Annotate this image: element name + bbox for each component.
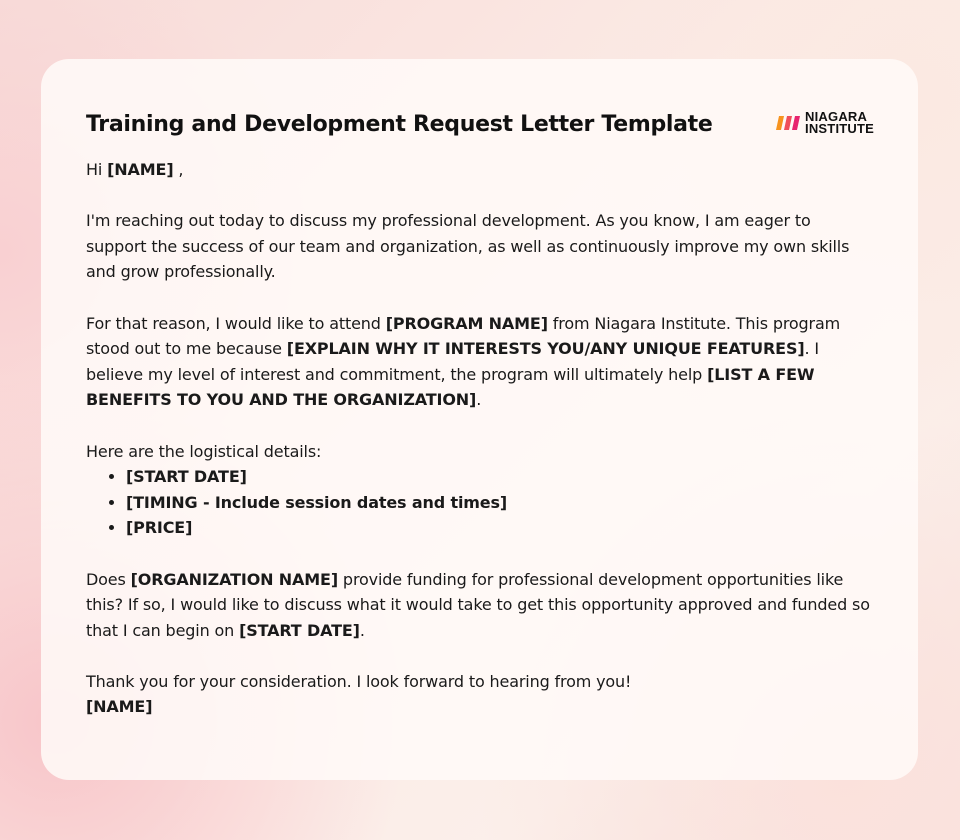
program-benefits-placeholder: [LIST A FEW BENEFITS TO YOU AND THE ORGANIZATION] [86, 364, 815, 410]
greeting-hi: Hi [86, 160, 108, 179]
start-date-placeholder: [START DATE] [239, 620, 360, 640]
logo-line-2: INSTITUTE [805, 121, 874, 136]
list-item: • [PRICE] [126, 515, 873, 541]
organization-name-placeholder: [ORGANIZATION NAME] [130, 569, 338, 589]
logo-wordmark [805, 111, 874, 135]
logo-line-1: NIAGARA [805, 109, 868, 124]
signature-name-placeholder: [NAME] [86, 697, 153, 717]
program-reason-placeholder: [EXPLAIN WHY IT INTERESTS YOU/ANY UNIQUE FEATURES] [286, 339, 805, 359]
logo-stripes-icon [776, 116, 800, 130]
funding-text-3: . [359, 620, 365, 640]
signature [86, 694, 873, 720]
program-text-4: . [476, 390, 482, 410]
page-title: Training and Development Request Letter Template [86, 112, 713, 137]
program-text-2: from Niagara Institute. This program stood out to me because [86, 313, 841, 359]
greeting [86, 157, 873, 183]
letter-body [86, 157, 873, 720]
paragraph-program [86, 311, 873, 413]
paragraph-funding [86, 567, 873, 644]
list-item: • [START DATE] [126, 464, 873, 490]
greeting-comma: , [173, 160, 184, 179]
letter-header [86, 111, 873, 157]
list-item: • [TIMING - Include session dates and times] [126, 490, 873, 516]
niagara-institute-logo [776, 111, 874, 135]
program-name-placeholder: [PROGRAM NAME] [385, 313, 548, 333]
closing-text: Thank you for your consideration. I look forward to hearing from you! [86, 671, 632, 691]
program-text-1: For that reason, I would like to attend [86, 313, 386, 333]
program-text-3: . I believe my level of interest and commitment, the program will ultimately help [86, 339, 819, 384]
funding-text-2: provide funding for professional development opportunities like this? If so, I would like to discuss what it would take to get this opportunity approved and funded so that I can begin on [86, 569, 870, 640]
funding-text-1: Does [86, 569, 131, 589]
paragraph-intro: I'm reaching out today to discuss my professional development. As you know, I am eager to support the success of our team and organization, as well as continuously improve my own skills and grow professionally. [86, 211, 850, 282]
letter-card [41, 59, 918, 780]
greeting-name-placeholder: [NAME] [107, 160, 174, 179]
details-intro: Here are the logistical details: [86, 441, 322, 461]
details-list [86, 464, 873, 541]
